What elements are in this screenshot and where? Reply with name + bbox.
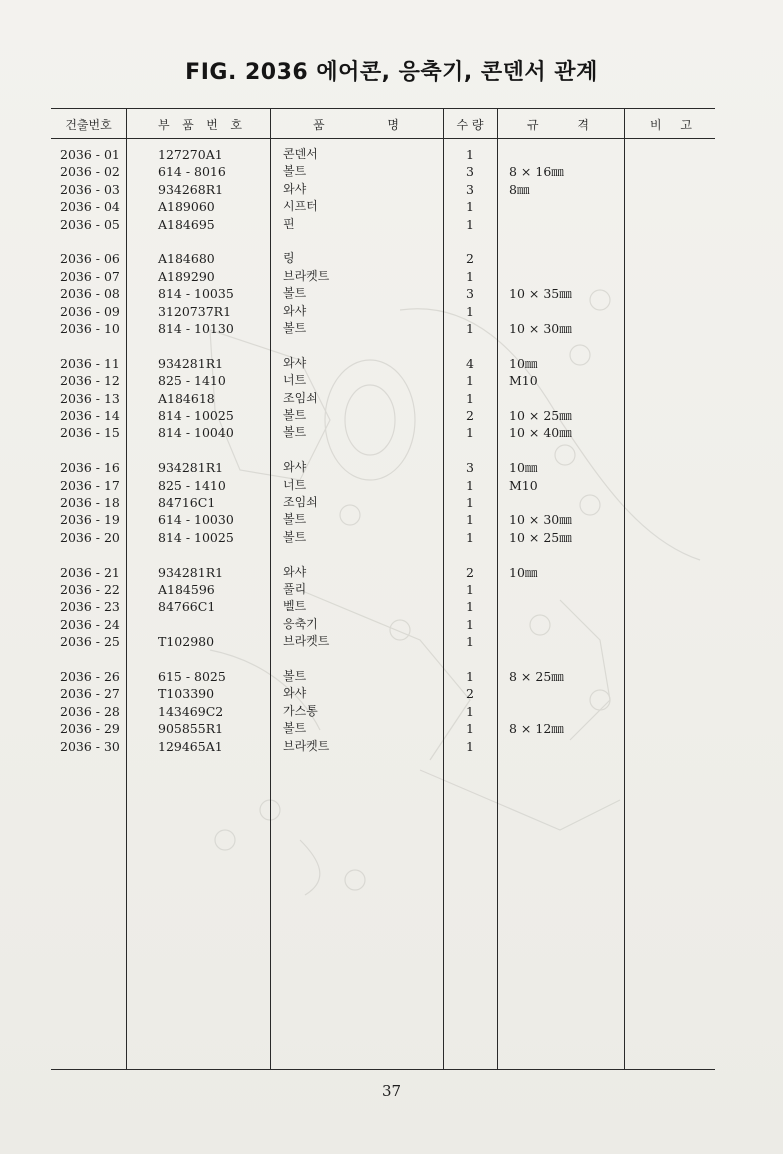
row-part-number: 934268R1 [158, 181, 224, 197]
row-quantity: 1 [466, 268, 474, 284]
row-part-name: 볼트 [283, 286, 307, 301]
row-part-number: 615 - 8025 [158, 669, 226, 684]
row-spec: 8 × 12㎜ [509, 721, 564, 737]
row-code: 2036 - 04 [60, 199, 120, 215]
row-quantity: 2 [466, 408, 474, 423]
row-code: 2036 - 07 [60, 268, 120, 284]
header-quantity: 수 량 [456, 118, 484, 132]
row-part-number: 84716C1 [158, 495, 216, 510]
table-row [0, 668, 783, 685]
row-quantity: 1 [466, 529, 474, 545]
table-bottom-rule [51, 1069, 715, 1070]
row-part-name: 브라켓트 [283, 268, 330, 283]
row-part-name: 와샤 [283, 460, 307, 475]
row-code: 2036 - 09 [60, 303, 120, 319]
row-code: 2036 - 22 [60, 582, 120, 597]
table-row [0, 529, 783, 546]
row-part-name: 와샤 [283, 686, 307, 701]
row-quantity: 3 [466, 460, 474, 476]
header-part-char: 번 [206, 118, 218, 132]
row-code: 2036 - 25 [60, 634, 120, 650]
row-part-number: A184695 [158, 216, 215, 232]
header-spec-char: 격 [577, 118, 589, 132]
row-code: 2036 - 13 [60, 390, 120, 406]
row-spec: 10 × 30㎜ [509, 321, 572, 336]
table-row [0, 703, 783, 720]
row-part-name: 응축기 [283, 616, 318, 631]
table-row [0, 685, 783, 702]
header-part-char: 품 [182, 118, 194, 132]
table-row [0, 633, 783, 650]
row-part-name: 볼트 [283, 321, 307, 335]
table-row [0, 511, 783, 528]
row-part-name: 너트 [283, 477, 307, 492]
header-note-char: 비 [650, 118, 662, 132]
row-part-name: 와샤 [283, 355, 307, 370]
table-row [0, 268, 783, 285]
row-code: 2036 - 30 [60, 738, 120, 754]
row-spec: 10㎜ [509, 460, 538, 476]
row-part-name: 와샤 [283, 303, 307, 318]
table-row [0, 355, 783, 372]
row-part-number: 825 - 1410 [158, 373, 226, 389]
header-name-char: 품 [313, 118, 325, 132]
row-code: 2036 - 26 [60, 669, 120, 684]
table-row [0, 372, 783, 389]
header-part-name [313, 116, 399, 133]
row-spec: 8 × 25㎜ [509, 669, 564, 684]
row-part-name: 볼트 [283, 721, 307, 736]
row-quantity: 1 [466, 703, 474, 719]
row-part-name: 와샤 [283, 564, 307, 579]
row-part-name: 링 [283, 251, 295, 266]
row-code: 2036 - 29 [60, 721, 120, 737]
row-quantity: 1 [466, 147, 474, 162]
row-spec: 10 × 25㎜ [509, 408, 572, 423]
row-quantity: 1 [466, 634, 474, 650]
table-row [0, 250, 783, 267]
row-quantity: 1 [466, 721, 474, 737]
row-code: 2036 - 17 [60, 477, 120, 493]
row-code: 2036 - 12 [60, 373, 120, 389]
row-part-name: 와샤 [283, 181, 307, 196]
row-code: 2036 - 14 [60, 408, 120, 423]
row-part-name: 볼트 [283, 164, 307, 179]
row-quantity: 1 [466, 582, 474, 597]
row-code: 2036 - 28 [60, 703, 120, 719]
table-row [0, 564, 783, 581]
row-part-number: 84766C1 [158, 599, 216, 615]
table-row [0, 494, 783, 511]
row-part-name: 브라켓트 [283, 738, 330, 753]
table-row [0, 320, 783, 337]
row-part-number: 143469C2 [158, 703, 224, 719]
row-part-name: 볼트 [283, 669, 307, 683]
table-row [0, 146, 783, 163]
row-code: 2036 - 11 [60, 355, 120, 371]
row-part-name: 가스통 [283, 703, 318, 718]
row-part-name: 브라켓트 [283, 634, 330, 649]
row-part-name: 볼트 [283, 425, 307, 440]
row-code: 2036 - 02 [60, 164, 120, 180]
row-part-name: 볼트 [283, 512, 307, 527]
row-part-name: 너트 [283, 373, 307, 388]
header-note-char: 고 [680, 118, 692, 132]
row-spec: M10 [509, 477, 538, 493]
table-row [0, 477, 783, 494]
header-bottom-rule [51, 138, 715, 139]
table-row [0, 303, 783, 320]
row-quantity: 3 [466, 181, 474, 197]
row-part-number: T102980 [158, 634, 215, 650]
table-row [0, 163, 783, 180]
row-part-number: A189290 [158, 268, 215, 284]
row-spec: 10 × 40㎜ [509, 425, 572, 441]
row-part-number: A184596 [158, 582, 215, 597]
row-quantity: 1 [466, 199, 474, 215]
row-part-number: 825 - 1410 [158, 477, 226, 493]
row-spec: 8㎜ [509, 181, 530, 197]
row-spec: M10 [509, 373, 538, 389]
header-name-char: 명 [387, 118, 399, 132]
row-code: 2036 - 08 [60, 286, 120, 302]
row-part-name: 핀 [283, 216, 295, 231]
header-code: 건출번호 [65, 118, 112, 132]
row-code: 2036 - 20 [60, 529, 120, 545]
row-part-number: T103390 [158, 686, 215, 702]
row-code: 2036 - 23 [60, 599, 120, 615]
row-spec: 8 × 16㎜ [509, 164, 564, 180]
row-part-number: A184618 [158, 390, 215, 406]
row-quantity: 1 [466, 669, 474, 684]
row-code: 2036 - 19 [60, 512, 120, 528]
row-quantity: 1 [466, 495, 474, 510]
row-part-number: 614 - 8016 [158, 164, 226, 180]
row-code: 2036 - 10 [60, 321, 120, 336]
table-row [0, 390, 783, 407]
row-part-number: 814 - 10035 [158, 286, 234, 302]
row-part-name: 풀리 [283, 582, 307, 596]
row-part-number: 934281R1 [158, 355, 224, 371]
row-part-name: 벨트 [283, 599, 307, 614]
table-row [0, 198, 783, 215]
row-part-number: 814 - 10025 [158, 529, 234, 545]
header-spec [527, 116, 589, 133]
row-quantity: 1 [466, 477, 474, 493]
row-quantity: 1 [466, 616, 474, 632]
row-quantity: 1 [466, 216, 474, 232]
row-code: 2036 - 16 [60, 460, 120, 476]
row-code: 2036 - 24 [60, 616, 120, 632]
table-row [0, 738, 783, 755]
row-quantity: 1 [466, 738, 474, 754]
row-quantity: 1 [466, 303, 474, 319]
table-row [0, 285, 783, 302]
row-quantity: 1 [466, 321, 474, 336]
row-quantity: 1 [466, 390, 474, 406]
table-top-rule [51, 108, 715, 109]
row-part-name: 조임쇠 [283, 390, 318, 405]
header-part-char: 호 [230, 118, 242, 132]
row-part-number: 3120737R1 [158, 303, 232, 319]
row-part-name: 볼트 [283, 408, 307, 422]
table-row [0, 720, 783, 737]
row-part-number: 614 - 10030 [158, 512, 234, 528]
row-quantity: 2 [466, 564, 474, 580]
table-row [0, 181, 783, 198]
table-row [0, 581, 783, 598]
row-code: 2036 - 01 [60, 147, 120, 162]
table-row [0, 616, 783, 633]
row-quantity: 2 [466, 686, 474, 702]
table-row [0, 598, 783, 615]
row-quantity: 1 [466, 425, 474, 441]
row-spec: 10 × 30㎜ [509, 512, 572, 528]
page-number: 37 [381, 1082, 402, 1100]
row-quantity: 3 [466, 286, 474, 302]
row-part-number: 905855R1 [158, 721, 224, 737]
row-part-number: 814 - 10040 [158, 425, 234, 441]
row-part-name: 볼트 [283, 529, 307, 544]
row-part-name: 시프터 [283, 199, 318, 214]
row-part-number: 814 - 10130 [158, 321, 234, 336]
row-quantity: 3 [466, 164, 474, 180]
header-part-char: 부 [158, 118, 170, 132]
table-row [0, 459, 783, 476]
header-note [650, 116, 692, 133]
header-part-number [158, 116, 242, 133]
header-spec-char: 규 [527, 118, 539, 132]
row-spec: 10 × 25㎜ [509, 529, 572, 545]
row-spec: 10㎜ [509, 564, 538, 580]
row-code: 2036 - 05 [60, 216, 120, 232]
table-row [0, 407, 783, 424]
row-part-name: 콘덴서 [283, 147, 318, 161]
row-part-name: 조임쇠 [283, 495, 318, 509]
row-part-number: 934281R1 [158, 460, 224, 476]
row-quantity: 1 [466, 599, 474, 615]
row-spec: 10㎜ [509, 355, 538, 371]
row-quantity: 1 [466, 373, 474, 389]
table-row [0, 216, 783, 233]
row-part-number: 814 - 10025 [158, 408, 234, 423]
row-part-number: 129465A1 [158, 738, 223, 754]
row-part-number: 934281R1 [158, 564, 224, 580]
row-code: 2036 - 03 [60, 181, 120, 197]
table-row [0, 424, 783, 441]
row-code: 2036 - 27 [60, 686, 120, 702]
figure-title: FIG. 2036 에어콘, 응축기, 콘덴서 관계 [185, 60, 598, 85]
row-code: 2036 - 06 [60, 251, 120, 267]
row-quantity: 1 [466, 512, 474, 528]
row-quantity: 2 [466, 251, 474, 267]
row-part-number: A189060 [158, 199, 215, 215]
row-code: 2036 - 18 [60, 495, 120, 510]
row-code: 2036 - 21 [60, 564, 120, 580]
row-part-number: A184680 [158, 251, 215, 267]
row-spec: 10 × 35㎜ [509, 286, 572, 302]
row-code: 2036 - 15 [60, 425, 120, 441]
row-part-number: 127270A1 [158, 147, 223, 162]
row-quantity: 4 [466, 355, 474, 371]
